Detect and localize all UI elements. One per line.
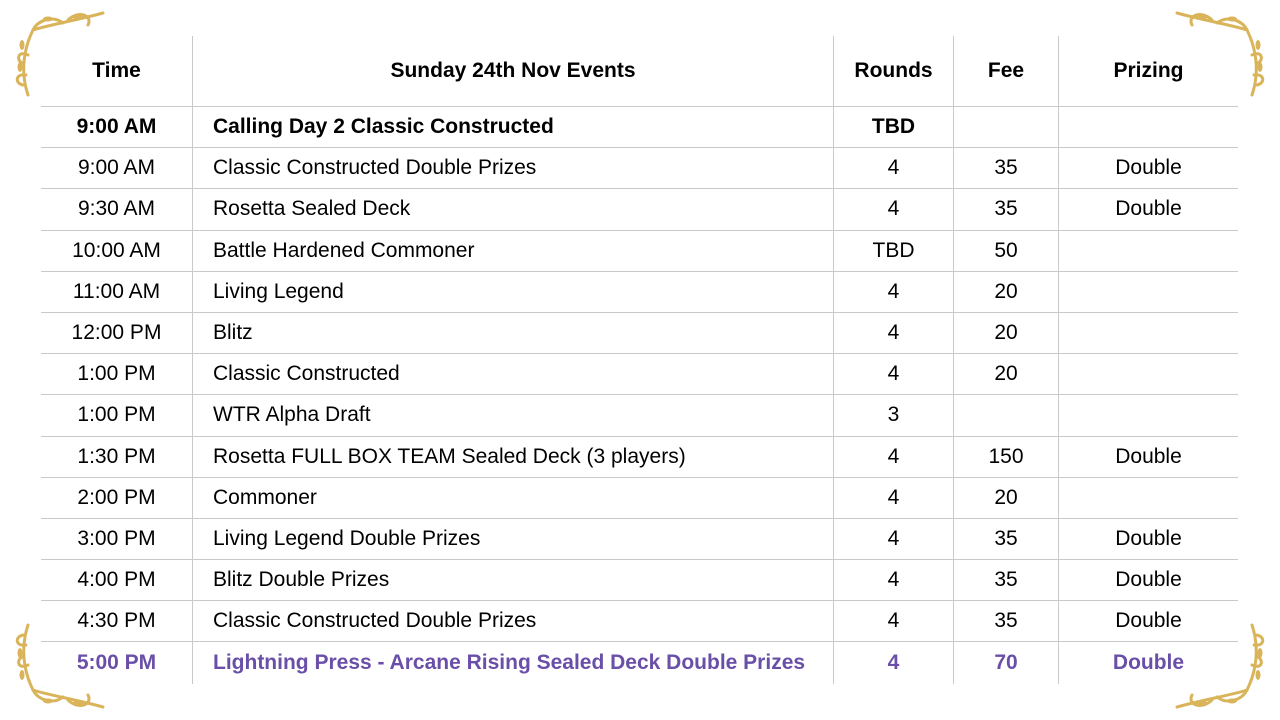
cell-prizing <box>1059 231 1238 271</box>
cell-event: Living Legend <box>193 272 834 312</box>
cell-event: Blitz <box>193 313 834 353</box>
table-row <box>41 354 1238 395</box>
cell-rounds: 4 <box>834 519 954 559</box>
cell-time: 5:00 PM <box>41 642 193 683</box>
cell-fee: 20 <box>954 478 1059 518</box>
cell-fee: 35 <box>954 148 1059 188</box>
cell-prizing: Double <box>1115 156 1182 180</box>
cell-prizing <box>1059 478 1238 518</box>
table-row <box>41 189 1238 230</box>
table-row <box>41 560 1238 601</box>
cell-time: 1:30 PM <box>41 437 193 477</box>
cell-fee <box>954 107 1059 147</box>
cell-time: 4:00 PM <box>41 560 193 600</box>
cell-time: 4:30 PM <box>41 601 193 641</box>
header-rounds: Rounds <box>834 36 954 106</box>
cell-prizing: Double <box>1115 444 1182 468</box>
cell-event: Blitz Double Prizes <box>193 560 834 600</box>
events-table <box>41 36 1238 684</box>
cell-prizing <box>1059 107 1238 147</box>
cell-time: 11:00 AM <box>41 272 193 312</box>
cell-time: 9:00 AM <box>41 148 193 188</box>
cell-prizing <box>1059 313 1238 353</box>
table-row <box>41 148 1238 189</box>
cell-fee: 20 <box>954 272 1059 312</box>
cell-event: WTR Alpha Draft <box>193 395 834 435</box>
cell-fee: 70 <box>954 642 1059 683</box>
cell-fee: 150 <box>954 437 1059 477</box>
cell-fee: 35 <box>954 560 1059 600</box>
cell-fee: 35 <box>954 189 1059 229</box>
cell-event: Rosetta Sealed Deck <box>193 189 834 229</box>
cell-event: Classic Constructed <box>193 354 834 394</box>
cell-rounds: TBD <box>834 231 954 271</box>
table-row <box>41 272 1238 313</box>
cell-fee: 35 <box>954 519 1059 559</box>
cell-rounds: 4 <box>834 437 954 477</box>
cell-time: 12:00 PM <box>41 313 193 353</box>
cell-rounds: 4 <box>834 313 954 353</box>
cell-rounds: TBD <box>834 107 954 147</box>
table-row <box>41 107 1238 148</box>
cell-event: Commoner <box>193 478 834 518</box>
cell-time: 9:00 AM <box>41 107 193 147</box>
table-row <box>41 519 1238 560</box>
cell-fee <box>954 395 1059 435</box>
header-prizing: Prizing <box>1113 59 1184 82</box>
cell-time: 3:00 PM <box>41 519 193 559</box>
cell-rounds: 4 <box>834 148 954 188</box>
cell-event: Living Legend Double Prizes <box>193 519 834 559</box>
table-row <box>41 395 1238 436</box>
header-events: Sunday 24th Nov Events <box>193 36 834 106</box>
cell-rounds: 4 <box>834 272 954 312</box>
cell-rounds: 4 <box>834 189 954 229</box>
table-row <box>41 231 1238 272</box>
cell-rounds: 4 <box>834 601 954 641</box>
cell-prizing: Double <box>1112 651 1185 675</box>
cell-rounds: 4 <box>834 642 954 683</box>
cell-time: 10:00 AM <box>41 231 193 271</box>
cell-prizing <box>1059 395 1238 435</box>
table-row <box>41 642 1238 683</box>
cell-event: Rosetta FULL BOX TEAM Sealed Deck (3 players) <box>193 437 834 477</box>
cell-fee: 20 <box>954 313 1059 353</box>
cell-prizing <box>1059 272 1238 312</box>
cell-event: Battle Hardened Commoner <box>193 231 834 271</box>
header-fee: Fee <box>954 36 1059 106</box>
table-row <box>41 437 1238 478</box>
cell-rounds: 3 <box>834 395 954 435</box>
cell-time: 1:00 PM <box>41 395 193 435</box>
cell-time: 1:00 PM <box>41 354 193 394</box>
cell-fee: 35 <box>954 601 1059 641</box>
cell-time: 9:30 AM <box>41 189 193 229</box>
cell-event: Classic Constructed Double Prizes <box>193 601 834 641</box>
cell-rounds: 4 <box>834 560 954 600</box>
cell-event: Calling Day 2 Classic Constructed <box>193 107 834 147</box>
cell-event: Lightning Press - Arcane Rising Sealed Deck Double Prizes <box>193 642 834 683</box>
cell-event: Classic Constructed Double Prizes <box>193 148 834 188</box>
table-row <box>41 313 1238 354</box>
table-row <box>41 478 1238 519</box>
cell-prizing: Double <box>1115 568 1182 592</box>
cell-rounds: 4 <box>834 478 954 518</box>
header-time: Time <box>41 36 193 106</box>
cell-prizing: Double <box>1115 526 1182 550</box>
cell-prizing: Double <box>1115 197 1182 221</box>
table-header <box>41 36 1238 107</box>
cell-prizing <box>1059 354 1238 394</box>
cell-prizing: Double <box>1115 609 1182 633</box>
cell-fee: 50 <box>954 231 1059 271</box>
cell-fee: 20 <box>954 354 1059 394</box>
table-row <box>41 601 1238 642</box>
cell-time: 2:00 PM <box>41 478 193 518</box>
cell-rounds: 4 <box>834 354 954 394</box>
